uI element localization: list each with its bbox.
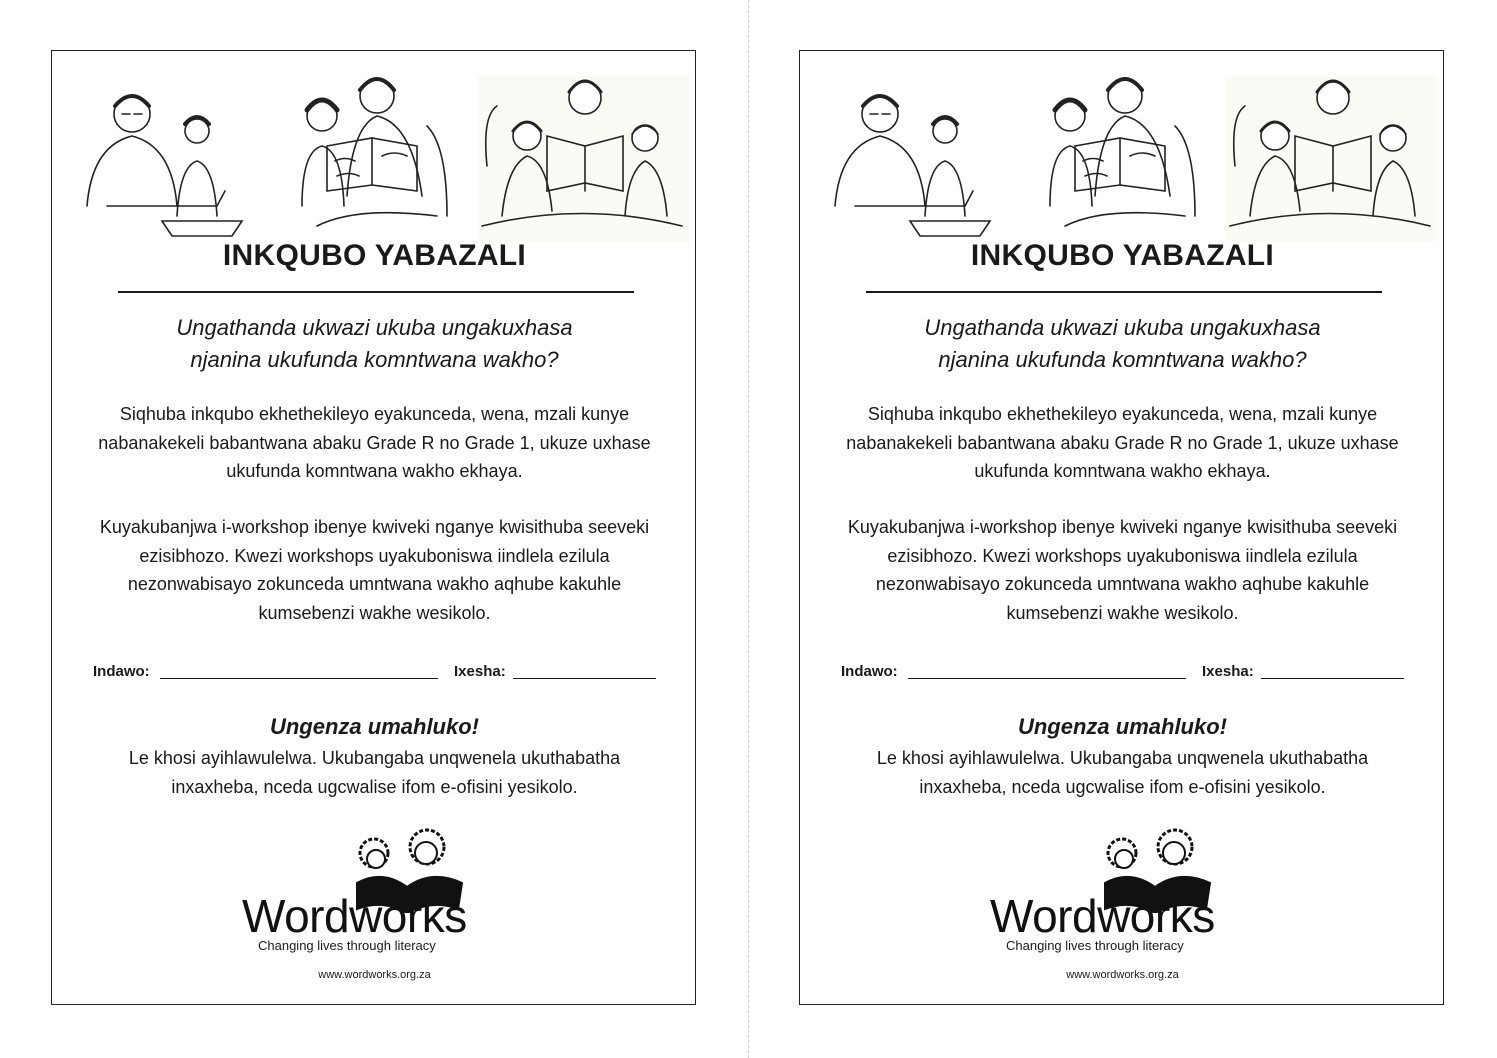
flyer-title: INKQUBO YABAZALI xyxy=(222,239,527,272)
brand-name: Wordworks xyxy=(990,890,1215,942)
question-line-1: Ungathanda ukwazi ukuba ungakuxhasa xyxy=(924,315,1321,340)
illustration-sketch xyxy=(825,76,1437,266)
paragraph-program: Siqhuba inkqubo ekhethekileyo eyakunceda, wena, mzali kunye nabanakekeli babantwana abaku Grade R no Grade 1, ukuze uxhase ukufunda komntwana wakho ekhaya. xyxy=(846,404,1399,481)
tagline: Changing lives through literacy xyxy=(258,938,436,953)
question-line-2: njanina ukufunda komntwana wakho? xyxy=(938,347,1307,372)
registration-note: Le khosi ayihlawulelwa. Ukubangaba unqwenela ukuthabatha inxaxheba, nceda ugcwalise ifom e-ofisini yesikolo. xyxy=(876,748,1369,797)
flyer-title: INKQUBO YABAZALI xyxy=(970,239,1275,272)
time-label: Ixesha: xyxy=(454,663,506,680)
website-link[interactable]: www.wordworks.org.za xyxy=(318,969,431,981)
place-label: Indawo: xyxy=(93,663,150,680)
question-line-2: njanina ukufunda komntwana wakho? xyxy=(190,347,559,372)
cut-line xyxy=(748,0,749,1058)
paragraph-program: Siqhuba inkqubo ekhethekileyo eyakunceda, wena, mzali kunye nabanakekeli babantwana abaku Grade R no Grade 1, ukuze uxhase ukufunda komntwana wakho ekhaya. xyxy=(98,404,651,481)
question xyxy=(840,312,1405,376)
illustration-sketch xyxy=(77,76,689,266)
brand-name: Wordworks xyxy=(242,890,467,942)
time-label: Ixesha: xyxy=(1202,663,1254,680)
paragraph-workshops: Kuyakubanjwa i-workshop ibenye kwiveki nganye kwisithuba seeveki ezisibhozo. Kwezi workshops uyakuboniswa iindlela ezilula nezonwabisayo zokunceda umntwana wakho aqhube kakuhle kumsebenzi wakhe wesikolo. xyxy=(99,517,650,623)
flyer-right xyxy=(799,50,1444,1005)
time-blank xyxy=(513,678,656,679)
place-blank xyxy=(160,678,438,679)
tagline: Changing lives through literacy xyxy=(1006,938,1184,953)
question xyxy=(92,312,657,376)
registration-note: Le khosi ayihlawulelwa. Ukubangaba unqwenela ukuthabatha inxaxheba, nceda ugcwalise ifom e-ofisini yesikolo. xyxy=(128,748,621,797)
title-divider xyxy=(118,291,634,293)
place-blank xyxy=(908,678,1186,679)
paragraph-workshops: Kuyakubanjwa i-workshop ibenye kwiveki nganye kwisithuba seeveki ezisibhozo. Kwezi workshops uyakuboniswa iindlela ezilula nezonwabisayo zokunceda umntwana wakho aqhube kakuhle kumsebenzi wakhe wesikolo. xyxy=(847,517,1398,623)
title-divider xyxy=(866,291,1382,293)
flyer-left xyxy=(51,50,696,1005)
question-line-1: Ungathanda ukwazi ukuba ungakuxhasa xyxy=(176,315,573,340)
place-label: Indawo: xyxy=(841,663,898,680)
slogan: Ungenza umahluko! xyxy=(1017,714,1227,739)
slogan: Ungenza umahluko! xyxy=(269,714,479,739)
website-link[interactable]: www.wordworks.org.za xyxy=(1066,969,1179,981)
time-blank xyxy=(1261,678,1404,679)
